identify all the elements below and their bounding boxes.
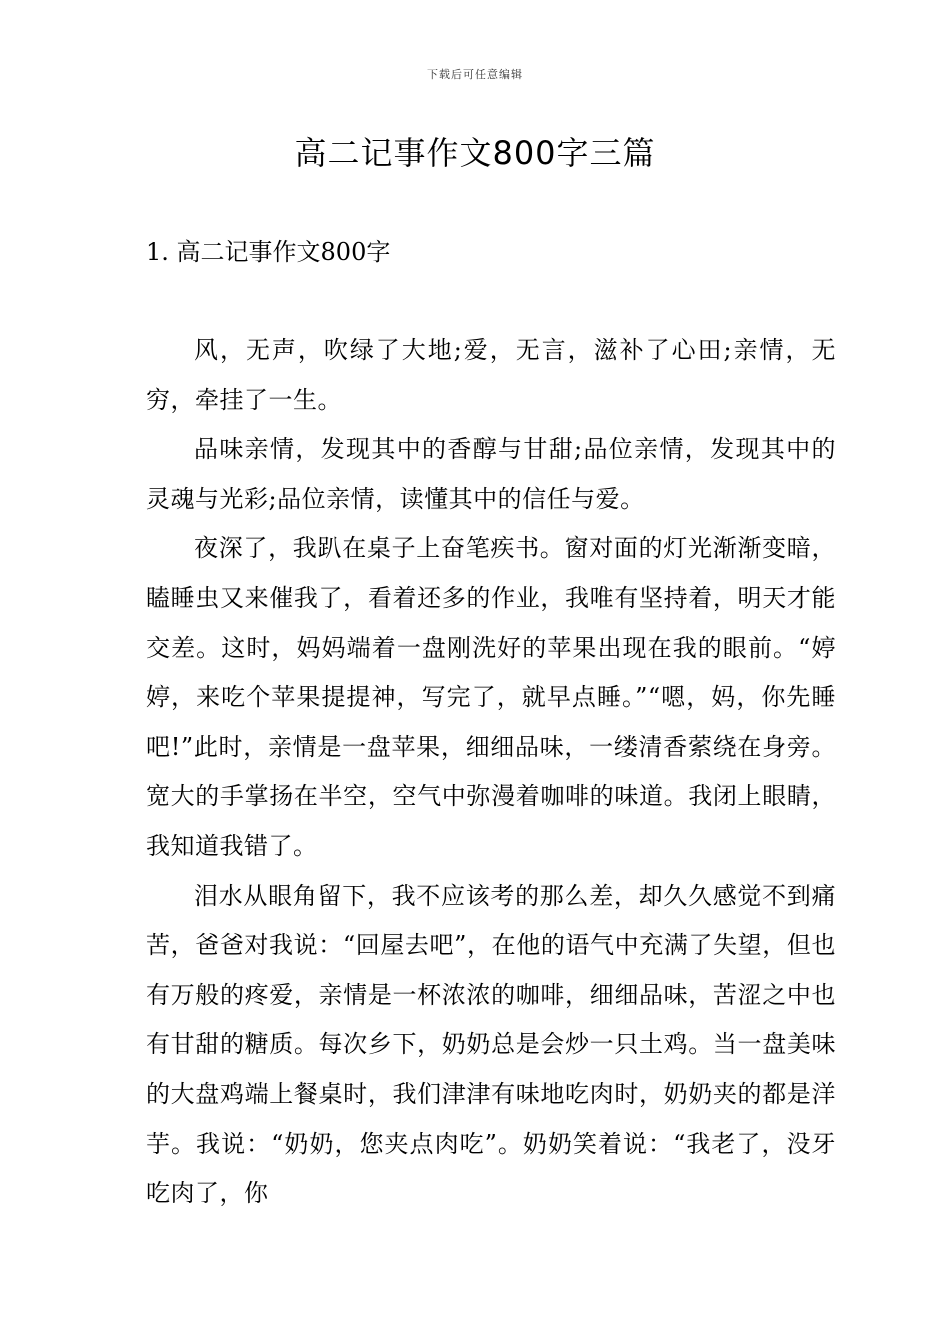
paragraph: 风，无声，吹绿了大地;爱，无言，滋补了心田;亲情，无穷，牵挂了一生。	[146, 336, 836, 414]
document-title: 高二记事作文800字三篇	[294, 134, 656, 172]
header-note: 下载后可任意编辑	[427, 68, 523, 81]
section-body	[146, 326, 836, 1219]
section-heading: 1. 高二记事作文800字	[146, 238, 391, 266]
paragraph: 泪水从眼角留下，我不应该考的那么差，却久久感觉不到痛苦，爸爸对我说：“回屋去吧”，在他的语气中充满了失望，但也有万般的疼爱，亲情是一杯浓浓的咖啡，细细品味，苦涩之中也有甘甜的糖质。每次乡下，奶奶总是会炒一只土鸡。当一盘美味的大盘鸡端上餐桌时，我们津津有味地吃肉时，奶奶夹的都是洋芋。我说：“奶奶，您夹点肉吃”。奶奶笑着说：“我老了，没牙吃肉了，你	[146, 881, 836, 1208]
paragraph: 夜深了，我趴在桌子上奋笔疾书。窗对面的灯光渐渐变暗，瞌睡虫又来催我了，看着还多的作业，我唯有坚持着，明天才能交差。这时，妈妈端着一盘刚洗好的苹果出现在我的眼前。“婷婷，来吃个苹果提提神，写完了，就早点睡。”“嗯，妈，你先睡吧!”此时，亲情是一盘苹果，细细品味，一缕清香萦绕在身旁。宽大的手掌扬在半空，空气中弥漫着咖啡的味道。我闭上眼睛，我知道我错了。	[146, 534, 836, 860]
paragraph: 品味亲情，发现其中的香醇与甘甜;品位亲情，发现其中的灵魂与光彩;品位亲情，读懂其中的信任与爱。	[146, 435, 836, 513]
